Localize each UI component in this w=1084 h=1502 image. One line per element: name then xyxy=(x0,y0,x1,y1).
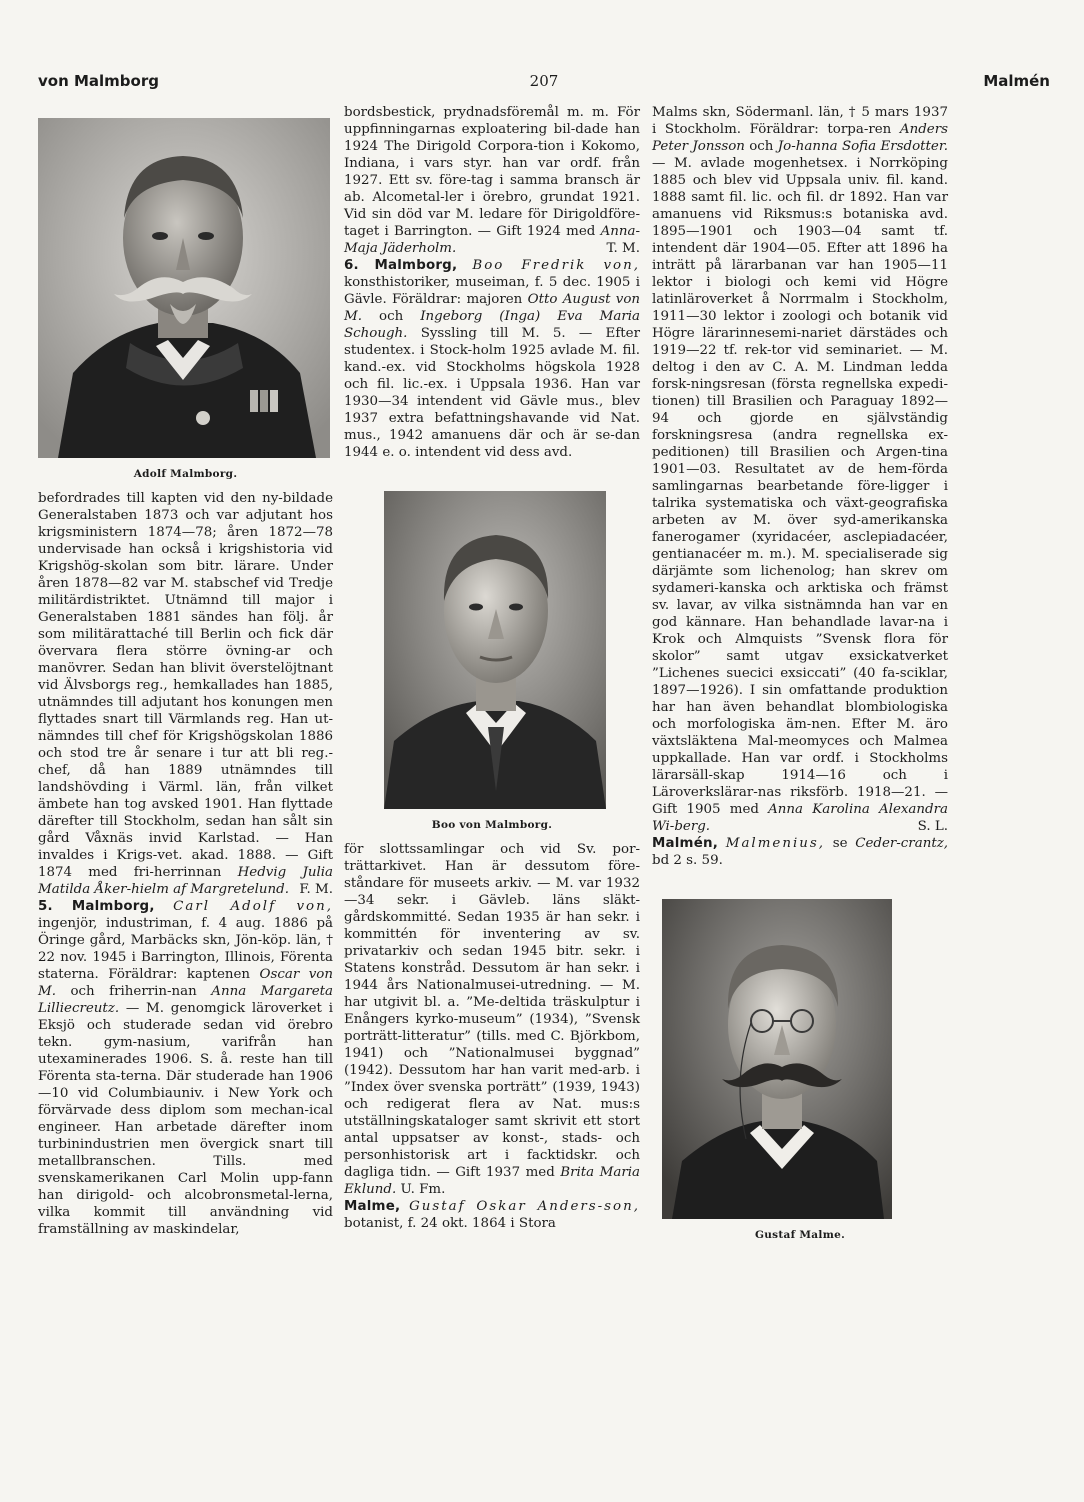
entry-5-text-b: och friherrin-nan xyxy=(55,984,212,999)
entry-5-headword: 5. Malmborg, xyxy=(38,899,155,914)
entry-4-body: befordrades till kapten vid den ny-bildade Generalstaben 1873 och var adjutant hos krigsministern 1874—78; åren 1872—78 undervisade han också i krigshistoria vid Krigshög-skolan som bitr. lärare. Under åren 1878—82 var M. stabschef vid Tredje militärdistriktet. Utnämnd till major i Generalstaben 1881 sändes han följ. år som militärattaché till Berlin och fick där övervara flera större övning-ar och manövrer. Sedan han blivit överstelöjtnant vid Älvsborgs reg., hemkallades han 1885, utnämndes till adjutant hos konungen men flyttades snart till Värmlands reg. Han ut-nämndes till chef för Krigshögskolan 1886 och stod tre år senare i tur att bli reg.-chef, då han 1889 utnämndes till landshövding i Värml. län, från vilket ämbete han tog avsked 1901. Han flyttade därefter till Stockholm, sedan han sålt sin gård Våxnäs invid Karlstad. — Han invaldes i Krigs-vet. akad. 1888. — Gift 1874 med fri-herrinnan xyxy=(38,491,333,880)
running-head xyxy=(38,72,1050,96)
malme-given-names: Gustaf Oskar Anders-son, xyxy=(409,1199,641,1214)
malme-mother: Jo-hanna Sofia Ersdotter. xyxy=(777,139,949,154)
malmen-headword: Malmén, xyxy=(652,836,719,851)
entry-4-signature: F. M. xyxy=(299,882,333,897)
malmen-variant: Malmenius, xyxy=(725,836,825,851)
entry-6-continuation xyxy=(344,841,640,1198)
entry-4-continuation xyxy=(38,490,333,898)
column-1 xyxy=(38,118,333,1238)
portrait-adolf-malmborg xyxy=(38,118,330,458)
figure-adolf xyxy=(38,118,333,480)
header-right-keyword: Malmén xyxy=(983,72,1050,90)
entry-5-continuation xyxy=(344,104,640,257)
entry-6-wife: Brita Maria Eklund. xyxy=(344,1165,640,1197)
entry-6-father: Otto August von M. xyxy=(344,292,640,324)
entry-5-text-c: — M. genomgick läroverket i Eksjö och studerade sedan vid örebro tekn. gym-nasium, varifrån han utexaminerades 1906. S. å. reste han till Förenta sta-terna. Där studerade han 1906—10 vid Columbiauniv. i New York och förvärvade dess diplom som mechan-ical engineer. Han arbetade därefter inom turbinindustrien men övergick snart till metallbranschen. Tills. med svenskamerikanen Carl Molin upp-fann han dirigold- och alcobronsmetal-lerna, vilka kommit till användning vid framställning av maskindelar, xyxy=(38,1001,333,1237)
entry-6-headword: 6. Malmborg, xyxy=(344,258,458,273)
entry-malmen xyxy=(652,835,948,869)
malme-text-a: botanist, f. 24 okt. 1864 i Stora xyxy=(344,1216,556,1231)
portrait-gustaf-malme xyxy=(662,899,892,1219)
figure-gustaf xyxy=(652,899,948,1241)
entry-5-wife: Anna-Maja Jäderholm. xyxy=(344,224,640,256)
entry-5 xyxy=(38,898,333,1238)
entry-5-text-a: ingenjör, industriman, f. 4 aug. 1886 på Öringe gård, Marbäcks skn, Jön-köp. län, † 22 nov. 1945 i Barrington, Illinois, Förenta staterna. Föräldrar: kaptenen xyxy=(38,916,333,982)
page-number: 207 xyxy=(529,72,559,90)
entry-4-wife: Hedvig Julia Matilda Åker-hielm af Margretelund. xyxy=(38,865,333,897)
entry-5-mother: Anna Margareta Lilliecreutz. xyxy=(38,984,334,1016)
column-2-text-top xyxy=(344,104,640,461)
portrait-boo-von-malmborg xyxy=(384,491,606,809)
column-2-text-bottom xyxy=(344,841,640,1232)
caption-boo: Boo von Malmborg. xyxy=(431,819,553,831)
malme-headword: Malme, xyxy=(344,1199,401,1214)
malmen-reference: Ceder-crantz, xyxy=(855,836,949,851)
header-left-keyword: von Malmborg xyxy=(38,72,159,90)
malme-text-d: — M. avlade mogenhetsex. i Norrköping 1885 och blev vid Uppsala univ. fil. kand. 1888 samt fil. lic. och fil. dr 1892. Han var amanuens vid Riksmus:s botaniska avd. 1895—1901 och 1903—04 samt tf. intendent där 1904—05. Efter att 1896 ha inträtt på lärarbanan var han 1905—11 lektor i biologi och kemi vid Högre latinläroverket å Norrmalm i Stockholm, 1911—30 lektor i zoologi och botanik vid Högre lärarinnesemi-nariet därstädes och 1919—22 tf. rek-tor vid seminariet. — M. deltog i den av C. A. M. Lindman ledda forsk-ningsresan (första regnellska expedi-tionen) till Brasilien och Paraguay 1892—94 och gjorde en självständig forskningsresa (andra regnellska ex-peditionen) till Brasilien och Argen-tina 1901—03. Resultatet av de hem-förda samlingarnas bearbetande före-ligger i talrika systematiska och växt-geografiska arbeten av M. över syd-amerikanska fanerogamer (xyridacéer, asclepiadacéer, gentianacéer m. m.). M. specialiserade sig därjämte som lichenolog; han skrev om sydameri-kanska och arktiska och främst sv. lavar, av vilka sistnämnda han var en god kännare. Han behandlade lavar-na i Krok och Almquists ”Svensk flora för skolor” samt utgav exsickatverket ”Lichenes suecici exsiccati” (40 fa-sciklar, 1897—1926). I sin omfattande produktion har han även behandlat blombiologiska och morfologiska äm-nen. Efter M. äro växtsläktena Mal-meomyces och Malmea uppkallade. Han var ordf. i Stockholms lärarsäll-skap 1914—16 och i Läroverkslärar-nas riksförb. 1918—21. — Gift 1905 med xyxy=(652,156,948,817)
entry-5-text-d: bordsbestick, prydnadsföremål m. m. För uppfinningarnas exploatering bil-dade han 1924 The Dirigold Corpora-tion i Kokomo, Indiana, i vars styr. han var ordf. från 1927. Ett sv. före-tag i samma bransch är ab. Alcometal-ler i örebro, grundat 1921. Vid sin död var M. ledare för Dirigoldföre-taget i Barrington. — Gift 1924 med xyxy=(344,105,640,239)
entry-6-text-a: konsthistoriker, museiman, f. 5 dec. 1905 i Gävle. Föräldrar: majoren xyxy=(344,275,640,307)
malme-continuation xyxy=(652,104,948,835)
entry-6-signature: U. Fm. xyxy=(400,1182,446,1197)
entry-6-text-d: för slottssamlingar och vid Sv. por-trättarkivet. Han är dessutom före-ståndare för museets arkiv. — M. var 1932—34 sekr. i Gävleb. läns släkt-gårdskommitté. Sedan 1935 är han sekr. i kommittén för inventering av sv. privatarkiv och sedan 1945 bitr. sekr. i Statens konstråd. Dessutom är han sekr. i 1944 års Nationalmusei-utredning. — M. har utgivit bl. a. ”Me-deltida träskulptur i Enångers kyrko-museum” (1934), ”Svensk porträtt-litteratur” (tills. med C. Björkbom, 1941) och ”Nationalmusei byggnad” (1942). Dessutom har han varit med-arb. i ”Index över svenska porträtt” (1939, 1943) och redigerat flera av Nat. mus:s utställningskataloger samt skrivit ett stort antal uppsatser av konst-, stads- och personhistorisk art i facktidskr. och dagliga tidn. — Gift 1937 med xyxy=(344,842,640,1180)
column-2 xyxy=(344,104,640,1232)
entry-5-signature: T. M. xyxy=(606,241,640,256)
entry-6-given-names: Boo Fredrik von, xyxy=(472,258,640,273)
entry-malme xyxy=(344,1198,640,1232)
entry-5-given-names: Carl Adolf von, xyxy=(173,899,333,914)
malme-wife: Anna Karolina Alexandra Wi-berg. xyxy=(652,802,948,834)
malme-father: Anders Peter Jonsson xyxy=(652,122,948,154)
entry-6-text-b: och xyxy=(361,309,421,324)
entry-5-father: Oscar von M. xyxy=(38,967,333,999)
malme-text-c: och xyxy=(744,139,778,154)
malme-signature: S. L. xyxy=(917,819,948,834)
caption-adolf: Adolf Malmborg. xyxy=(133,468,238,480)
malmen-text-a: se xyxy=(825,836,856,851)
caption-gustaf: Gustaf Malme. xyxy=(754,1229,846,1241)
column-3-text xyxy=(652,104,948,869)
entry-6-text-c: Syssling till M. 5. — Efter studentex. i Stock-holm 1925 avlade M. fil. kand.-ex. vid Stockholms högskola 1928 och fil. lic.-ex. i Uppsala 1936. Han var 1930—34 intendent vid Gävle mus., blev 1937 extra befattningshavande vid Nat. mus., 1942 amanuens där och är se-dan 1944 e. o. intendent vid dess avd. xyxy=(344,326,640,460)
entry-6 xyxy=(344,257,640,461)
column-3 xyxy=(652,104,948,1251)
malmen-text-b: bd 2 s. 59. xyxy=(652,853,723,868)
figure-boo xyxy=(344,491,640,831)
column-1-text xyxy=(38,490,333,1238)
malme-text-b: Malms skn, Södermanl. län, † 5 mars 1937 i Stockholm. Föräldrar: torpa-ren xyxy=(652,105,948,137)
entry-6-mother: Ingeborg (Inga) Eva Maria Schough. xyxy=(344,309,641,341)
